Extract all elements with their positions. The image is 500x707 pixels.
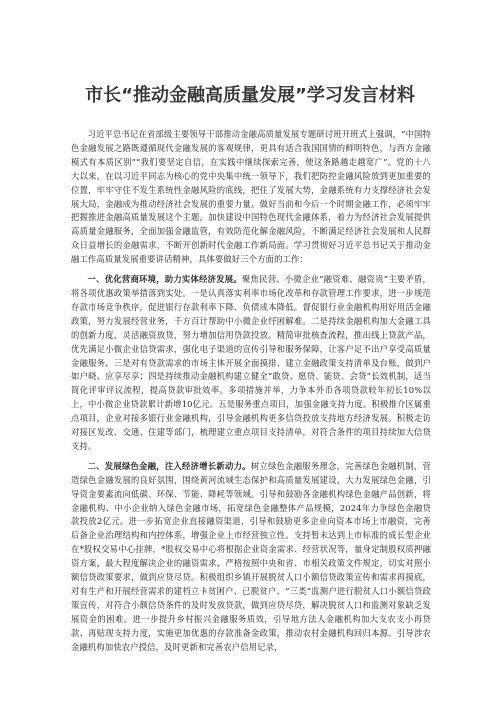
paragraph-intro xyxy=(71,128,431,267)
paragraph-text: 聚焦民营、小微企业“融资难、融资贵”主要矛盾，将各项优惠政策举措落到实处。一是认真落实利率市场化改革和存款管理工作要求，进一步规范存款市场竞争秩序，促进银行存款利率下降、负债成本降低。督促银行业金融机构用好用活金融政策，努力发展经营业务，千方百计帮助中小微企业纾困解难。二是持续金融机构加大金融工具的创新力度，灵活融资放贷，努力增加信用贷款投放。精简审批核查流程，推出线上贷款产品，优先满足小微企业信贷需求，强化电子渠道的宣传引导和服务保障，让客户足不出户享受高质量金融服务。三是对有贷款需求的市场主体开展全面摸排、建立金融政策支持清单及台账，做到户如户晓、应享尽享；四是持续推动金融机构建立健全“敢贷、愿贷、能贷、会贷”长效机制，适当简化评审评议流程，提高贷款审批效率。多项措施并举，力争本外币各项贷款较年初长10%以上，中小微企业贷款累计新增10亿元。五是服务重点项目，加强金融支持力度。积极推介区属重点项目，企业对接多银行业金融机构，引导金融机构更多信贷投放支持地方经济发展。积极走访对接区发改、交通、住建等部门，梳理建立重点项目支持清单，对符合条件的项目持续加大信贷支持。 xyxy=(71,274,431,451)
section-heading: 一、优化营商环境，助力实体经济发展。 xyxy=(87,274,242,285)
document-title: 市长“推动金融高质量发展”学习发言材料 xyxy=(85,85,415,106)
paragraph-text: 习近平总书记在省部级主要领导干部推动金融高质量发展专题研讨班开班式上强调，“中国特色金融发展之路既遵循现代金融发展的客观规律，更具有适合我国国情的鲜明特色，与西方金融模式有本质区别”“我们要坚定自信，在实践中继续探索完善，使这条路越走越宽广”。党的十八大以来，在以习近平同志为核心的党中央集中统一领导下，我们把防控金融风险放到更加重要的位置，牢牢守住不发生系统性金融风险的底线，把住了发展大势，金融系统有力支撑经济社会发展大局，金融成为推动经济社会发展的重要力量。做好当前和今后一个时期金融工作，必须牢牢把握推进金融高质量发展这个主题，加快建设中国特色现代金融体系，着力为经济社会发展提供高质量金融服务，全面加强金融监管，有效防范化解金融风险，不断满足经济社会发展和人民群众日益增长的金融需求，不断开创新时代金融工作新局面。学习贯彻好习近平总书记关于推动金融工作高质量发展重要讲话精神，具体要做好三个方面的工作： xyxy=(71,129,431,265)
section-heading: 二、发展绿色金融，注入经济增长新动力。 xyxy=(87,460,251,471)
document-body xyxy=(71,128,431,655)
paragraph-section-1 xyxy=(71,273,431,454)
paragraph-section-2 xyxy=(71,460,431,655)
paragraph-text: 树立绿色金融服务理念，完善绿色金融机制，营造绿色金融发展的良好氛围，围绕黄河流域生态保护和高质量发展建设，大力发展绿色金融，引导资金要素流向低碳、环保、节能、降耗等领域。引导和鼓励各金融机构绿色金融产品创新，将金融机构、中小企业纳入绿色金融市场，拓宽绿色金融整体产品规模，2024年力争绿色金融贷款投放2亿元。进一步拓宽企业直接融资渠道，引导和鼓励更多企业向资本市场上市融资，完善后备企业治理结构和内控体系，增强企业上市经营独立性。支持暂未达到上市标准的成长型企业在*股权交易中心挂牌，*股权交易中心将根据企业资金需求、经营状况等，量身定制股权质押融资方案，最大程度解决企业的融资需求。严格按照中央和省、市相关政策文件规定，切实对照小额信贷政策要求，做到应贷尽贷。积极组织乡镇开展脱贫人口小额信贷政策宣传和需求再摸底，对有生产和开展经营需求的建档立卡贫困户、已脱贫户、“三类”监测户进行脱贫人口小额信贷政策宣传，对符合小额信贷条件的及时发放贷款，做到应贷尽贷，解决脱贫人口和监测对象缺乏发展资金的困难。进一步提升乡村振兴金融服务质效，引导地方法人金融机构加大支农支小再贷款、再贴现支持力度，实施更加优惠的存款准备金政策，推动农村金融机构回归本源。引导涉农金融机构加快农户授信，及时更新和完善农户信用记录， xyxy=(71,460,431,652)
